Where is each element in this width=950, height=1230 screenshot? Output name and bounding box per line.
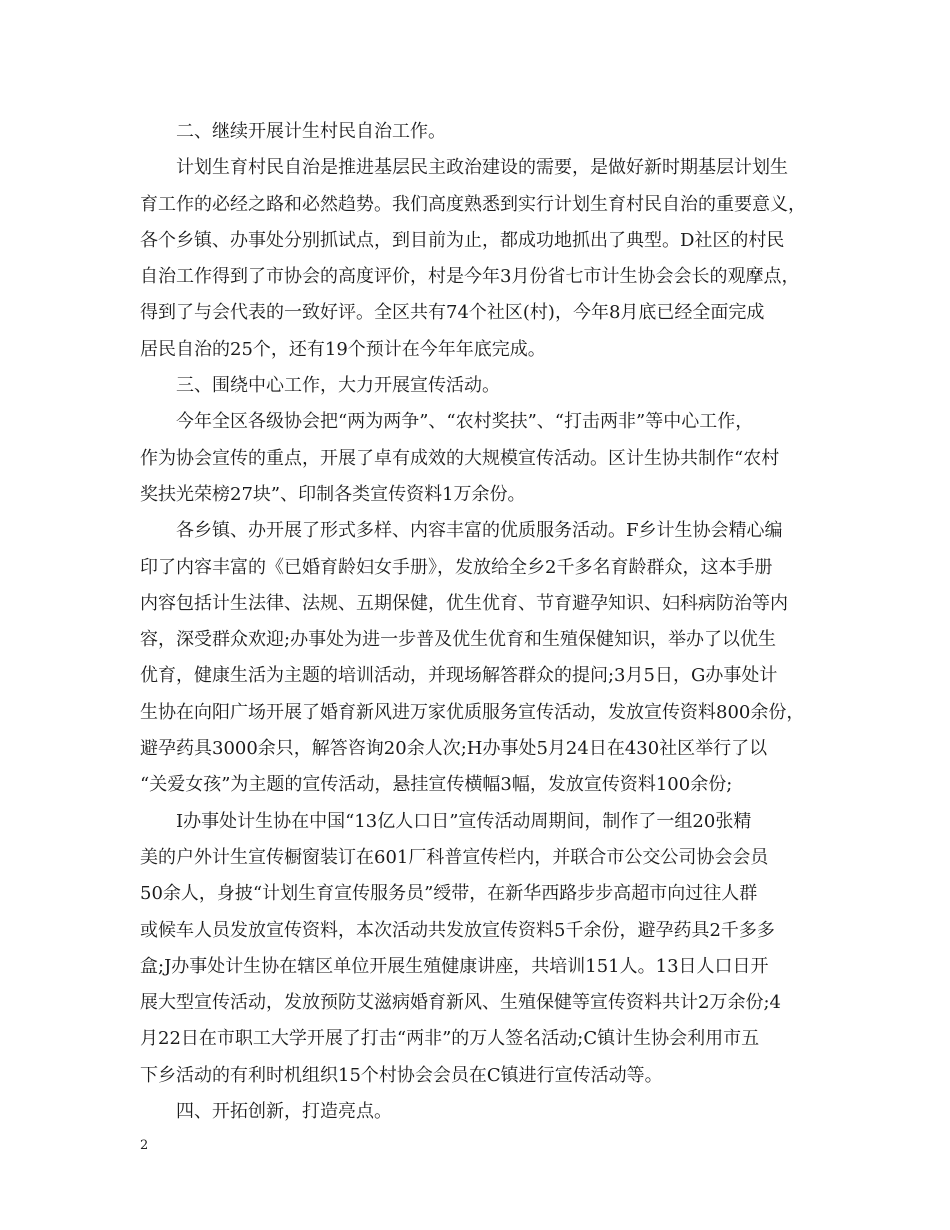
- text-line: 得到了与会代表的一致好评。全区共有74个社区(村)，今年8月底已经全面完成: [140, 302, 765, 324]
- text-line: 居民自治的25个，还有19个预计在今年年底完成。: [140, 338, 546, 360]
- text-line: 自治工作得到了市协会的高度评价，村是今年3月份省七市计生协会会长的观摩点，: [140, 266, 800, 288]
- text-line: 容，深受群众欢迎;办事处为进一步普及优生优育和生殖保健知识，举办了以优生: [140, 629, 777, 651]
- text-line: 三、围绕中心工作，大力开展宣传活动。: [176, 375, 500, 397]
- text-line: “关爱女孩”为主题的宣传活动，悬挂宣传横幅3幅，发放宣传资料100余份;: [140, 774, 733, 796]
- text-line: 今年全区各级协会把“两为两争”、“农村奖扶”、“打击两非”等中心工作，: [176, 411, 754, 433]
- text-line: 避孕药具3000余只，解答咨询20余人次;H办事处5月24日在430社区举行了以: [140, 738, 768, 760]
- text-line: I办事处计生协在中国“13亿人口日”宣传活动周期间，制作了一组20张精: [176, 810, 752, 832]
- text-line: 优育，健康生活为主题的培训活动，并现场解答群众的提问;3月5日，G办事处计: [140, 665, 778, 687]
- text-line: 内容包括计生法律、法规、五期保健，优生优育、节育避孕知识、妇科病防治等内: [140, 592, 788, 614]
- text-line: 二、继续开展计生村民自治工作。: [176, 121, 446, 142]
- text-line: 展大型宣传活动，发放预防艾滋病婚育新风、生殖保健等宣传资料共计2万余份;4: [140, 992, 781, 1014]
- text-line: 50余人，身披“计划生育宣传服务员”绶带，在新华西路步步高超市向过往人群: [140, 883, 758, 905]
- text-line: 盒;J办事处计生协在辖区单位开展生殖健康讲座，共培训151人。13日人口日开: [140, 955, 769, 977]
- text-line: 各乡镇、办开展了形式多样、内容丰富的优质服务活动。F乡计生协会精心编: [176, 520, 783, 542]
- text-line: 或候车人员发放宣传资料，本次活动共发放宣传资料5千余份，避孕药具2千多多: [140, 919, 775, 941]
- text-line: 奖扶光荣榜27块”、印制各类宣传资料1万余份。: [140, 483, 526, 505]
- text-line: 四、开拓创新，打造亮点。: [176, 1101, 392, 1123]
- text-line: 生协在向阳广场开展了婚育新风进万家优质服务宣传活动，发放宣传资料800余份，: [140, 701, 805, 723]
- page-number: 2: [140, 1138, 149, 1153]
- text-line: 计划生育村民自治是推进基层民主政治建设的需要，是做好新时期基层计划生: [176, 157, 788, 179]
- text-line: 育工作的必经之路和必然趋势。我们高度熟悉到实行计划生育村民自治的重要意义，: [140, 193, 806, 215]
- text-line: 美的户外计生宣传橱窗装订在601厂科普宣传栏内，并联合市公交公司协会会员: [140, 846, 769, 868]
- text-line: 月22日在市职工大学开展了打击“两非”的万人签名活动;C镇计生协会利用市五: [140, 1028, 760, 1050]
- text-line: 作为协会宣传的重点，开展了卓有成效的大规模宣传活动。区计生协共制作“农村: [140, 447, 780, 469]
- text-line: 印了内容丰富的《已婚育龄妇女手册》，发放给全乡2千多名育龄群众，这本手册: [140, 556, 773, 578]
- text-line: 各个乡镇、办事处分别抓试点，到目前为止，都成功地抓出了典型。D社区的村民: [140, 229, 785, 251]
- text-line: 下乡活动的有利时机组织15个村协会会员在C镇进行宣传活动等。: [140, 1064, 663, 1086]
- document-body: [140, 114, 830, 1130]
